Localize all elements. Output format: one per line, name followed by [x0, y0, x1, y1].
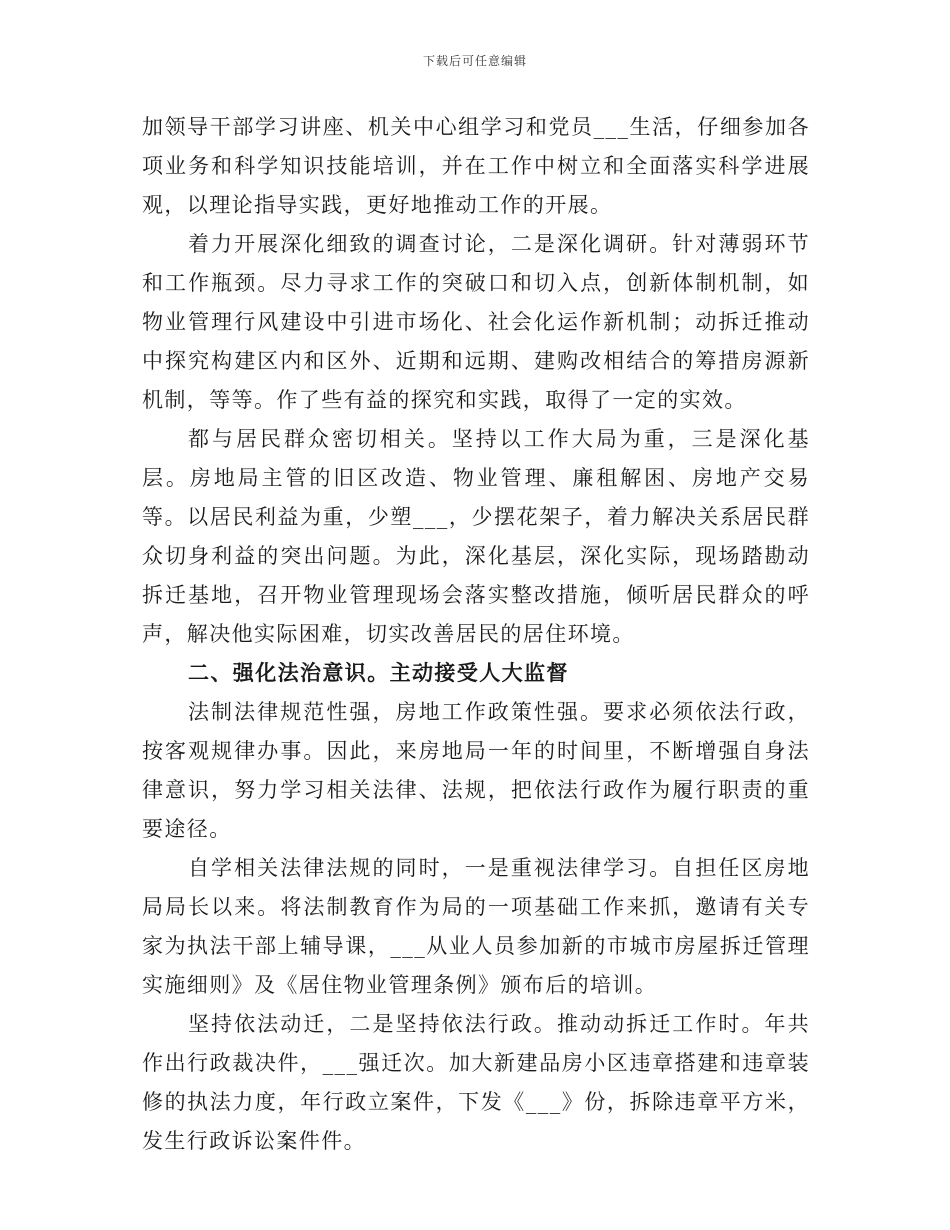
paragraph-3: 都与居民群众密切相关。坚持以工作大局为重，三是深化基层。房地局主管的旧区改造、物业管理、廉租解困、房地产交易等。以居民利益为重，少塑___，少摆花架子，着力解决关系居民群众切身利益的突出问题。为此，深化基层，深化实际，现场踏勘动拆迁基地，召开物业管理现场会落实整改措施，倾听居民群众的呼声，解决他实际困难，切实改善居民的居住环境。	[142, 427, 810, 646]
page-header-note: 下载后可任意编辑	[422, 54, 527, 68]
paragraph-4: 法制法律规范性强，房地工作政策性强。要求必须依法行政，按客观规律办事。因此，来房地局一年的时间里，不断增强自身法律意识，努力学习相关法律、法规，把依法行政作为履行职责的重要途径。	[142, 700, 810, 841]
paragraph-2: 着力开展深化细致的调查讨论，二是深化调研。针对薄弱环节和工作瓶颈。尽力寻求工作的突破口和切入点，创新体制机制，如物业管理行风建设中引进市场化、社会化运作新机制；动拆迁推动中探究构建区内和区外、近期和远期、建购改相结合的筹措房源新机制，等等。作了些有益的探究和实践，取得了一定的实效。	[142, 232, 810, 412]
document-body	[142, 108, 810, 1161]
paragraph-1: 加领导干部学习讲座、机关中心组学习和党员___生活，仔细参加各项业务和科学知识技能培训，并在工作中树立和全面落实科学进展观，以理论指导实践，更好地推动工作的开展。	[142, 115, 810, 217]
paragraph-5: 自学相关法律法规的同时，一是重视法律学习。自担任区房地局局长以来。将法制教育作为局的一项基础工作来抓，邀请有关专家为执法干部上辅导课，___从业人员参加新的市城市房屋拆迁管理实施细则》及《居住物业管理条例》颁布后的培训。	[142, 856, 810, 997]
section-heading-2: 二、强化法治意识。主动接受人大监督	[188, 661, 569, 685]
paragraph-6: 坚持依法动迁，二是坚持依法行政。推动动拆迁工作时。年共作出行政裁决件，___强迁次。加大新建品房小区违章搭建和违章装修的执法力度，年行政立案件，下发《___》份，拆除违章平方米，发生行政诉讼案件件。	[142, 1012, 810, 1153]
